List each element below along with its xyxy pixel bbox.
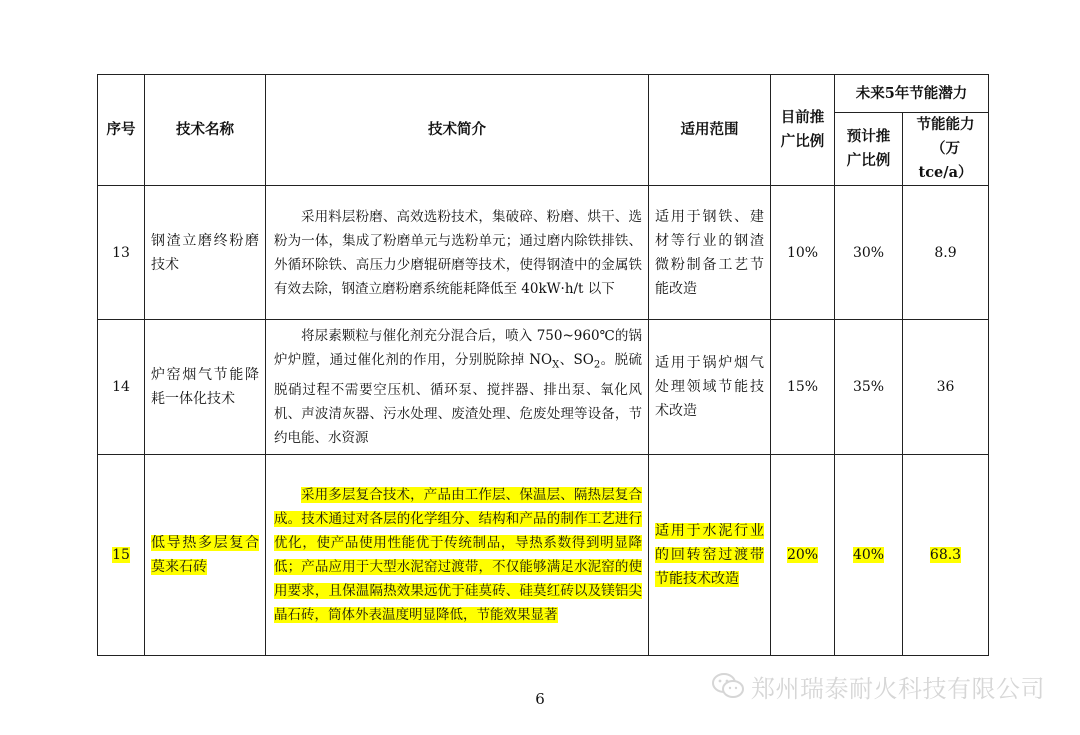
header-name: 技术名称 <box>145 75 266 186</box>
row-name: 炉窑烟气节能降耗一体化技术 <box>145 320 266 455</box>
row-no <box>98 454 145 655</box>
row-current-text: 20% <box>786 546 819 563</box>
row-scope: 适用于钢铁、建材等行业的钢渣微粉制备工艺节能改造 <box>649 186 771 320</box>
intro-part: 将尿素颗粒与催化剂充分混合后，喷入 750~960℃的锅炉炉膛，通过催化剂的作用，分别脱除掉 NO <box>274 328 642 368</box>
row-name: 钢渣立磨终粉磨技术 <box>145 186 266 320</box>
row-current <box>771 454 835 655</box>
header-future-group: 未来5年节能潜力 <box>835 75 989 113</box>
row-future-rate: 30% <box>835 186 903 320</box>
row-scope <box>649 454 771 655</box>
intro-part: 。脱硫脱硝过程不需要空压机、循环泵、搅拌器、排出泵、氧化风机、声波清灰器、污水处理、废渣处理、危废处理等设备，节约电能、水资源 <box>274 352 643 446</box>
row-intro-highlight: 采用多层复合技术，产品由工作层、保温层、隔热层复合成。技术通过对各层的化学组分、结构和产品的制作工艺进行优化，使产品使用性能优于传统制品，导热系数得到明显降低；产品应用于大型水泥窑过渡带，不仅能够满足水泥窑的使用要求，且保温隔热效果远优于硅莫砖、硅莫红砖以及镁铝尖晶石砖，筒体外表温度明显降低，节能效果显著 <box>274 486 642 623</box>
watermark-text: 郑州瑞泰耐火科技有限公司 <box>751 674 1045 703</box>
intro-part: 、SO <box>559 352 594 368</box>
row-intro-text <box>274 324 642 450</box>
row-capacity: 36 <box>903 320 989 455</box>
row-no-text: 15 <box>112 546 130 563</box>
header-no: 序号 <box>98 75 145 186</box>
row-intro <box>266 186 649 320</box>
row-capacity-text: 68.3 <box>929 546 962 563</box>
row-name-text: 低导热多层复合莫来石砖 <box>151 534 259 575</box>
row-intro <box>266 320 649 455</box>
row-future-rate-text: 40% <box>852 546 885 563</box>
table-row <box>98 320 989 455</box>
row-no: 13 <box>98 186 145 320</box>
header-current-text: 目前推广比例 <box>780 109 825 150</box>
row-scope-text: 适用于水泥行业的回转窑过渡带节能技术改造 <box>655 522 764 587</box>
header-capacity <box>903 113 989 186</box>
row-capacity <box>903 454 989 655</box>
row-current: 10% <box>771 186 835 320</box>
row-scope: 适用于锅炉烟气处理领域节能技术改造 <box>649 320 771 455</box>
header-current <box>771 75 835 186</box>
row-future-rate <box>835 454 903 655</box>
header-intro: 技术简介 <box>266 75 649 186</box>
table-row <box>98 186 989 320</box>
header-capacity-text: 节能能力（万 tce/a） <box>916 116 975 181</box>
wechat-icon <box>711 672 745 700</box>
header-future-rate-text: 预计推广比例 <box>846 128 891 169</box>
row-intro-text: 采用料层粉磨、高效选粉技术，集破碎、粉磨、烘干、选粉为一体，集成了粉磨单元与选粉单元；通过磨内除铁排铁、外循环除铁、高压力少磨辊研磨等技术，使得钢渣中的金属铁有效去除，钢渣立磨粉磨系统能耗降低至 40kW·h/t 以下 <box>274 208 642 297</box>
row-intro <box>266 454 649 655</box>
header-scope: 适用范围 <box>649 75 771 186</box>
intro-subscript: 2 <box>593 359 601 371</box>
technology-table <box>97 74 989 656</box>
row-no: 14 <box>98 320 145 455</box>
page-number: 6 <box>535 690 545 708</box>
row-capacity: 8.9 <box>903 186 989 320</box>
header-future-rate <box>835 113 903 186</box>
row-current: 15% <box>771 320 835 455</box>
row-name <box>145 454 266 655</box>
table-row-highlighted <box>98 454 989 655</box>
watermark <box>711 668 1045 704</box>
intro-subscript: X <box>552 359 560 371</box>
row-intro-text <box>274 483 642 627</box>
row-future-rate: 35% <box>835 320 903 455</box>
